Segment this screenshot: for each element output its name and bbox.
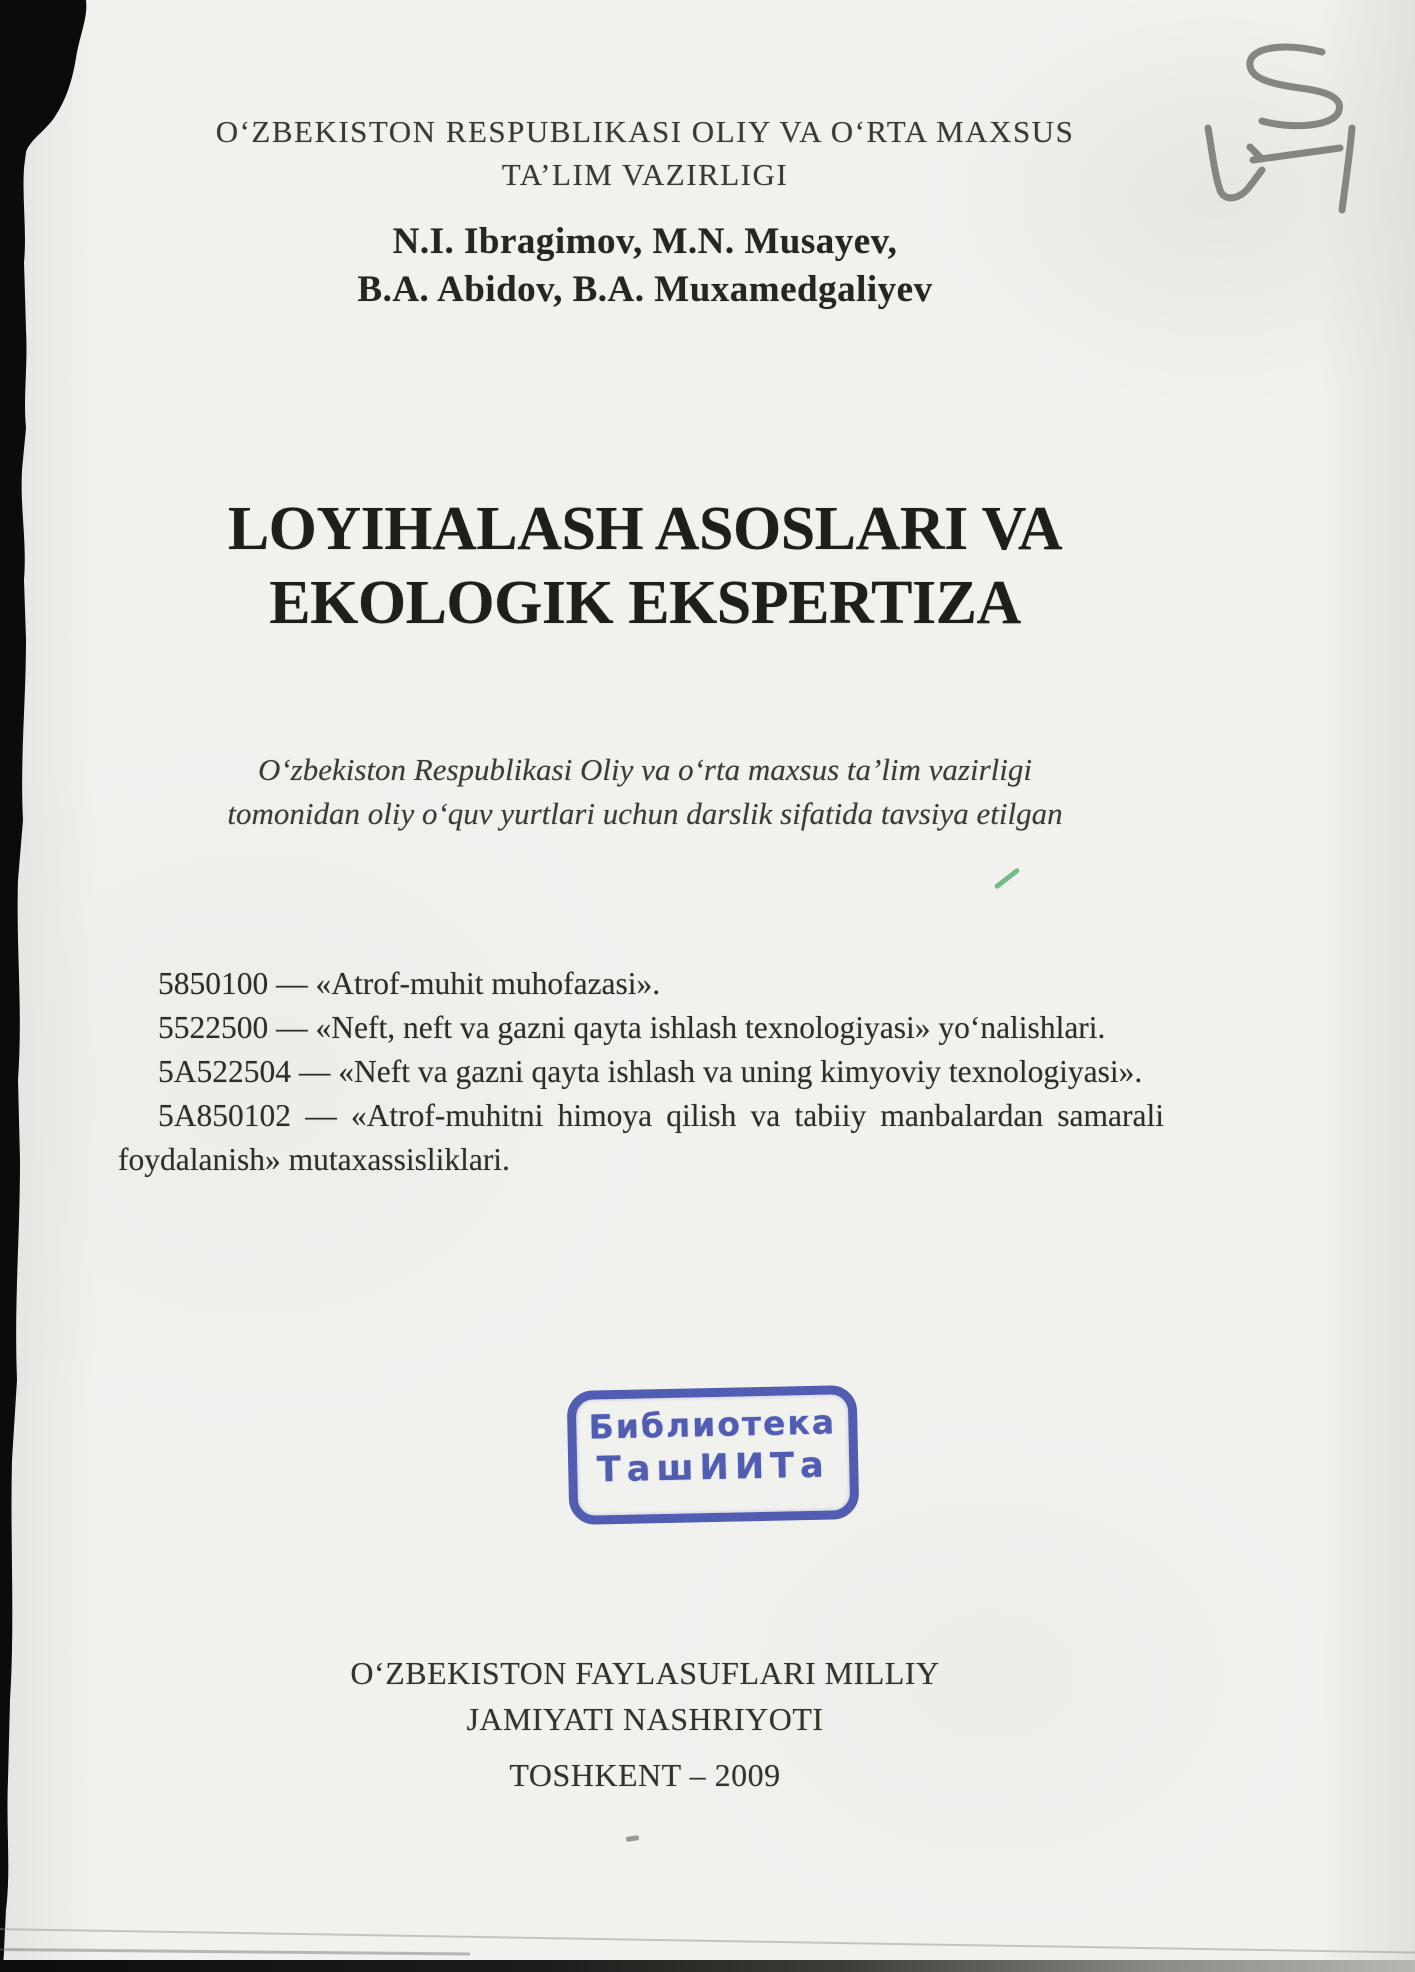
publisher-line-3: TOSHKENT – 2009 [509, 1757, 781, 1793]
library-stamp-line-1: Библиотека [588, 1402, 837, 1447]
book-title-line-1: LOYIHALASH ASOSLARI VA [227, 495, 1063, 563]
recommendation-line-2: tomonidan oliy o‘quv yurtlari uchun darslik sifatida tavsiya etilgan [227, 796, 1063, 831]
library-stamp-line-2: ТашИИТа [596, 1445, 831, 1491]
stray-ink-mark [626, 1835, 640, 1842]
book-title [75, 492, 1215, 640]
authors-line-2: B.A. Abidov, B.A. Muxamedgaliyev [357, 269, 933, 310]
library-stamp [567, 1385, 860, 1525]
specialty-list [118, 962, 1164, 1182]
recommendation-line-1: O‘zbekiston Respublikasi Oliy va o‘rta maxsus ta’lim vazirligi [257, 752, 1033, 787]
specialty-item: 5A522504 — «Neft va gazni qayta ishlash va uning kimyoviy texnologiyasi». [158, 1054, 1143, 1089]
specialty-item: 5A850102 — «Atrof-muhitni himoya qilish va tabiiy manbalardan samarali foydalanish» mutaxassisliklari. [118, 1098, 1164, 1177]
scan-bottom-shadow [0, 1960, 1415, 1972]
recommendation-note [75, 748, 1215, 836]
authors-block [75, 218, 1215, 314]
ministry-line-1: O‘ZBEKISTON RESPUBLIKASI OLIY VA O‘RTA MAXSUS [215, 114, 1075, 149]
specialty-item: 5850100 — «Atrof-muhit muhofazasi». [158, 966, 661, 1001]
publisher-block [75, 1650, 1215, 1798]
publisher-line-2: JAMIYATI NASHRIYOTI [466, 1701, 824, 1737]
ministry-line-2: TA’LIM VAZIRLIGI [501, 157, 789, 192]
green-pen-tick-mark [994, 867, 1021, 889]
authors-line-1: N.I. Ibragimov, M.N. Musayev, [392, 221, 898, 262]
book-title-line-2: EKOLOGIK EKSPERTIZA [269, 569, 1021, 637]
ministry-header [75, 110, 1215, 196]
specialty-item: 5522500 — «Neft, neft va gazni qayta ishlash texnologiyasi» yo‘nalishlari. [158, 1010, 1106, 1045]
publisher-line-1: O‘ZBEKISTON FAYLASUFLARI MILLIY [350, 1655, 940, 1691]
